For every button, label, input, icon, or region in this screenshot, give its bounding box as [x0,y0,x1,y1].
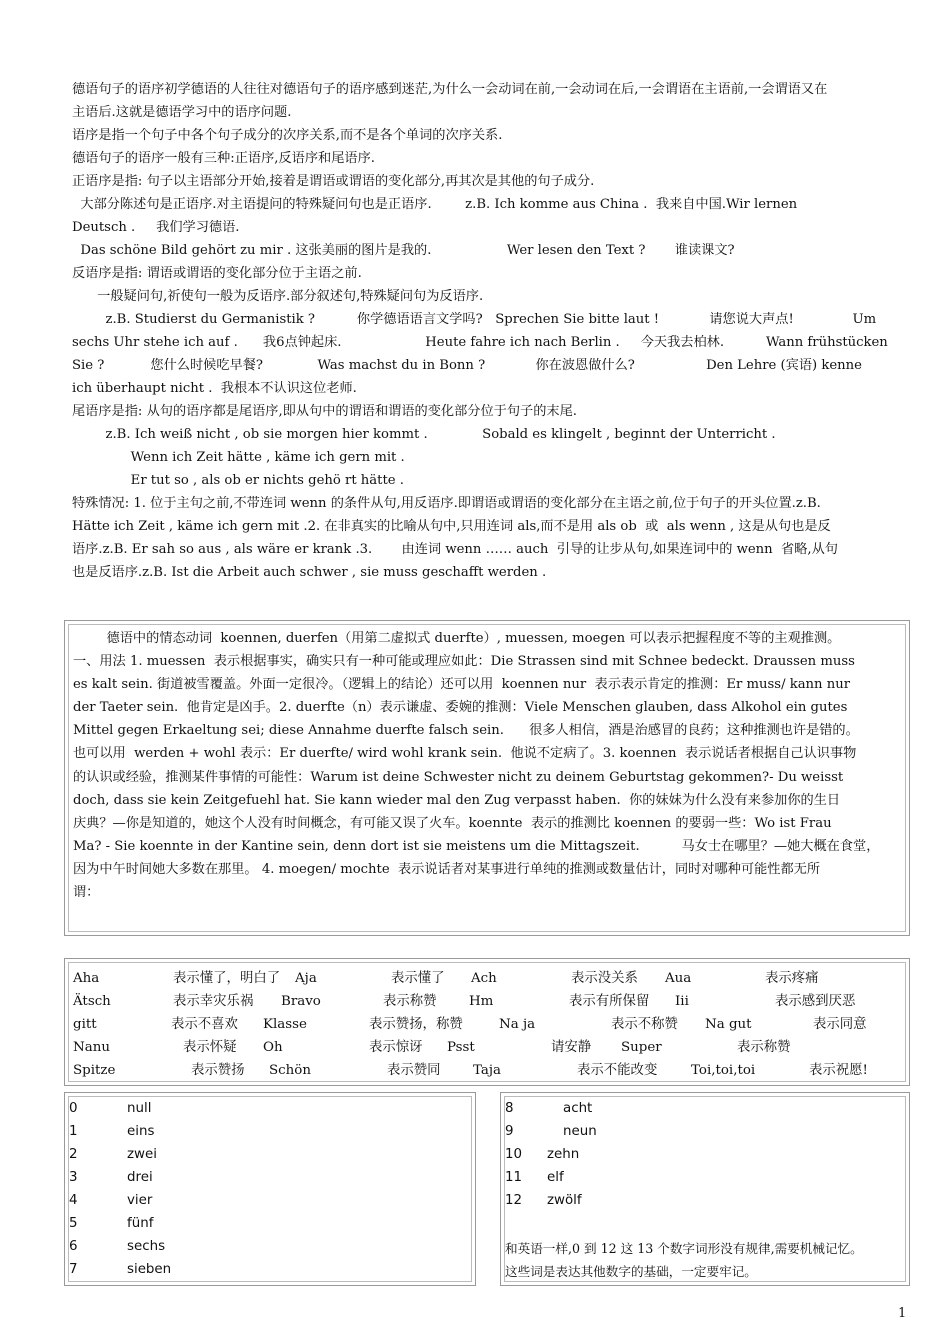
number-word: zwölf [547,1193,582,1208]
numbers-note: 和英语一样,0 到 12 这 13 个数字词形没有规律,需要机械记忆。 [505,1241,863,1256]
table-row [73,990,903,1013]
numbers-table-right [500,1092,910,1286]
numbers-note: 这些词是表达其他数字的基础，一定要牢记。 [505,1264,757,1279]
text-line: 语序是指一个句子中各个句子成分的次序关系,而不是各个单词的次序关系. [72,128,503,143]
interjection-word: Ach [471,971,497,986]
interjection-meaning: 表示称赞 [737,1040,791,1055]
text-line: der Taeter sein. 他肯定是凶手。2. duerfte（n）表示谦虚、委婉的推测：Viele Menschen glauben, dass Alkohol ein gutes [73,700,848,716]
interjection-meaning: 表示有所保留 [569,994,650,1009]
text-line: 主语后.这就是德语学习中的语序问题. [72,105,292,120]
interjection-meaning: 表示赞同 [387,1063,441,1078]
interjection-word: Oh [263,1040,283,1055]
interjection-meaning: 表示称赞 [383,994,437,1009]
interjection-meaning: 表示懂了，明白了 [173,971,281,986]
text-line: 特殊情况: 1. 位于主句之前,不带连词 wenn 的条件从句,用反语序.即谓语或谓语的变化部分在主语之前,位于句子的开头位置.z.B. [72,496,821,511]
text-line: 德语句子的语序一般有三种:正语序,反语序和尾语序. [72,151,375,166]
text-line: z.B. Studierst du Germanistik ? 你学德语语言文学吗? Sprechen Sie bitte laut ! 请您说大声点! Um [72,312,877,327]
modal-verbs-text [73,627,903,904]
text-line: 的认识或经验，推测某件事情的可能性：Warum ist deine Schwester nicht zu deinem Geburtstag gekommen?- Du weisst [73,769,844,785]
text-line: Ma? - Sie koennte in der Kantine sein, denn dort ist sie meistens um die Mittagszeit. 马女士在哪里？—她大概在食堂， [73,838,880,854]
interjection-meaning: 请安静 [551,1040,592,1055]
interjection-word: Nanu [73,1040,110,1055]
text-line: 庆典？—你是知道的，她这个人没有时间概念，有可能又误了火车。koennte 表示的推测比 koennen 的要弱一些：Wo ist Frau [73,815,832,831]
number-word: zehn [547,1147,580,1162]
interjection-meaning: 表示赞扬，称赞 [369,1017,463,1032]
interjection-word: Aja [295,971,317,986]
interjection-meaning: 表示疼痛 [765,971,819,986]
interjection-word: Hm [469,994,494,1009]
interjection-word: Aua [665,971,692,986]
number-digit: 7 [69,1262,78,1277]
text-line: z.B. Ich weiß nicht , ob sie morgen hier kommt . Sobald es klingelt , beginnt der Unterricht . [72,427,776,442]
interjection-word: Toi,toi,toi [691,1063,756,1078]
number-word: elf [547,1170,564,1185]
number-word: zwei [127,1147,157,1162]
interjection-word: Schön [269,1063,311,1078]
table-row [73,1036,903,1059]
text-line: Wenn ich Zeit hätte , käme ich gern mit . [72,450,405,465]
number-word: acht [563,1101,593,1116]
number-digit: 8 [505,1101,514,1116]
text-line: 语序.z.B. Er sah so aus , als wäre er krank .3. 由连词 wenn …… auch 引导的让步从句,如果连词中的 wenn 省略,从句 [72,542,838,557]
interjection-meaning: 表示惊讶 [369,1040,423,1055]
interjection-word: gitt [73,1017,97,1032]
number-word: sechs [127,1239,166,1254]
text-line: Das schöne Bild gehört zu mir . 这张美丽的图片是我的. Wer lesen den Text ? 谁读课文? [72,243,735,258]
number-digit: 0 [69,1101,78,1116]
number-digit: 3 [69,1170,78,1185]
interjection-word: Aha [73,971,100,986]
interjection-word: Bravo [281,994,321,1009]
text-line: 德语句子的语序初学德语的人往往对德语句子的语序感到迷茫,为什么一会动词在前,一会动词在后,一会谓语在主语前,一会谓语又在 [72,82,828,97]
page-number: 1 [898,1306,907,1321]
interjection-word: Iii [675,994,689,1009]
text-line: 反语序是指: 谓语或谓语的变化部分位于主语之前. [72,266,362,281]
interjection-meaning: 表示赞扬 [191,1063,245,1078]
number-word: null [127,1101,152,1116]
interjections-table [64,958,910,1086]
text-line: 一、用法 1. muessen 表示根据事实，确实只有一种可能或理应如此：Die Strassen sind mit Schnee bedeckt. Draussen muss [73,654,855,670]
interjection-meaning: 表示祝愿! [809,1063,868,1078]
text-line: Mittel gegen Erkaeltung sei; diese Annahme duerfte falsch sein. 很多人相信，酒是治感冒的良药；这种推测也许是错的。 [73,723,859,739]
interjection-meaning: 表示怀疑 [183,1040,237,1055]
number-digit: 4 [69,1193,78,1208]
interjection-meaning: 表示不称赞 [611,1017,678,1032]
number-digit: 6 [69,1239,78,1254]
interjection-word: Na gut [705,1017,752,1032]
interjection-word: Klasse [263,1017,307,1032]
interjection-word: Ätsch [73,994,111,1009]
number-word: drei [127,1170,153,1185]
interjection-meaning: 表示没关系 [571,971,638,986]
interjection-word: Na ja [499,1017,536,1032]
number-word: fünf [127,1216,154,1231]
interjection-word: Psst [447,1040,475,1055]
interjection-word: Taja [473,1063,502,1078]
table-row [73,1013,903,1036]
numbers-table-left [64,1092,476,1286]
interjection-meaning: 表示懂了 [391,971,445,986]
interjection-meaning: 表示幸灾乐祸 [173,994,254,1009]
text-line: es kalt sein. 街道被雪覆盖。外面一定很冷。（逻辑上的结论）还可以用 koennen nur 表示表示肯定的推测：Er muss/ kann nur [73,677,851,693]
text-line: ich überhaupt nicht . 我根本不认识这位老师. [72,381,357,396]
number-digit: 12 [505,1193,523,1208]
text-line: 也可以用 werden + wohl 表示：Er duerfte/ wird wohl krank sein. 他说不定病了。3. koennen 表示说话者根据自己认识事物 [73,746,857,762]
number-word: vier [127,1193,153,1208]
interjection-word: Spitze [73,1063,116,1078]
interjection-meaning: 表示感到厌恶 [775,994,856,1009]
number-digit: 9 [505,1124,514,1139]
text-line: 德语中的情态动词 koennen, duerfen（用第二虚拟式 duerfte）, muessen, moegen 可以表示把握程度不等的主观推测。 [73,631,841,646]
table-row [73,1059,903,1082]
text-line: 一般疑问句,祈使句一般为反语序.部分叙述句,特殊疑问句为反语序. [72,289,484,304]
text-line: Hätte ich Zeit , käme ich gern mit .2. 在非真实的比喻从句中,只用连词 als,而不是用 als ob 或 als wenn , 这是从句也是反 [72,519,831,534]
interjection-meaning: 表示不能改变 [577,1063,658,1078]
number-word: neun [563,1124,597,1139]
text-line: 大部分陈述句是正语序.对主语提问的特殊疑问句也是正语序. z.B. Ich komme aus China . 我来自中国.Wir lernen [72,197,798,212]
text-line: 也是反语序.z.B. Ist die Arbeit auch schwer , sie muss geschafft werden . [72,565,547,580]
number-word: eins [127,1124,155,1139]
interjection-meaning: 表示同意 [813,1017,867,1032]
number-digit: 2 [69,1147,78,1162]
interjection-meaning: 表示不喜欢 [171,1017,238,1032]
table-row [73,967,903,990]
text-line: Er tut so , als ob er nichts gehö rt hätte . [72,473,404,488]
number-digit: 5 [69,1216,78,1231]
text-line: sechs Uhr stehe ich auf . 我6点钟起床. Heute fahre ich nach Berlin . 今天我去柏林. Wann frühstücken [72,335,888,350]
word-order-section [72,78,902,584]
number-digit: 10 [505,1147,523,1162]
number-digit: 1 [69,1124,78,1139]
text-line: 因为中午时间她大多数在那里。 4. moegen/ mochte 表示说话者对某事进行单纯的推测或数量估计，同时对哪种可能性都无所 [73,861,821,877]
interjection-word: Super [621,1040,662,1055]
text-line: doch, dass sie kein Zeitgefuehl hat. Sie kann wieder mal den Zug verpasst haben. 你的妹妹为什么没有来参加你的生日 [73,792,841,808]
text-line: Deutsch . 我们学习德语. [72,220,240,235]
text-line: Sie ? 您什么时候吃早餐? Was machst du in Bonn ? 你在波恩做什么? Den Lehre (宾语) kenne [72,358,862,373]
number-digit: 11 [505,1170,523,1185]
text-line: 尾语序是指: 从句的语序都是尾语序,即从句中的谓语和谓语的变化部分位于句子的末尾. [72,404,577,419]
modal-verbs-box [64,620,910,936]
text-line: 谓： [73,885,100,901]
number-word: sieben [127,1262,172,1277]
text-line: 正语序是指: 句子以主语部分开始,接着是谓语或谓语的变化部分,再其次是其他的句子成分. [72,174,595,189]
